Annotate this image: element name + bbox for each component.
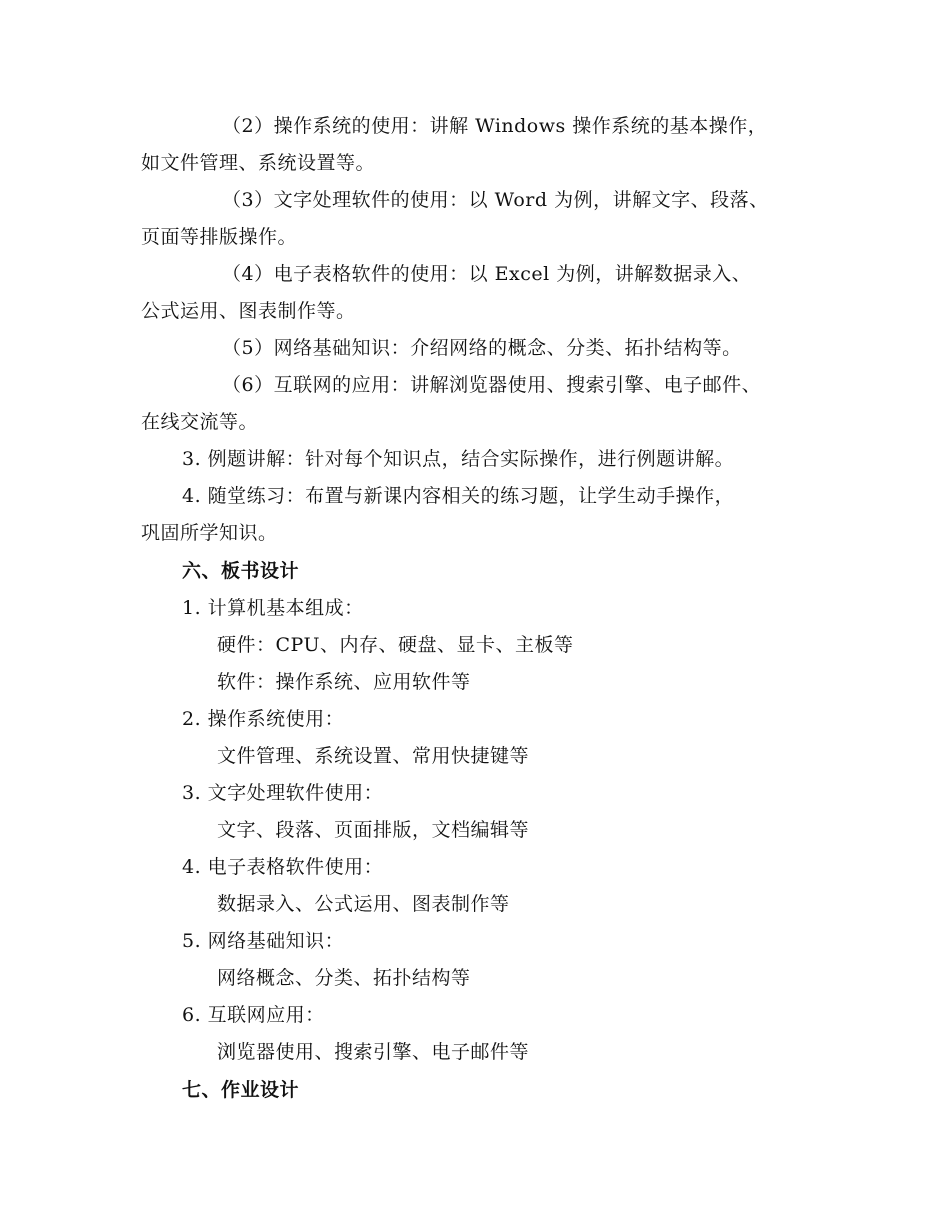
outline-subitem: 文字、段落、页面排版，文档编辑等 [217,819,530,841]
paragraph-line: 如文件管理、系统设置等。 [141,152,376,174]
outline-subitem: 软件：操作系统、应用软件等 [217,671,471,693]
outline-subitem: 数据录入、公式运用、图表制作等 [217,893,510,915]
paragraph-line: 在线交流等。 [141,411,259,433]
section-heading-homework-design: 七、作业设计 [182,1079,300,1101]
outline-item: 4. 电子表格软件使用： [182,856,384,878]
paragraph-line: （6）互联网的应用：讲解浏览器使用、搜索引擎、电子邮件、 [222,374,762,396]
outline-item: 1. 计算机基本组成： [182,597,364,619]
paragraph-line: （2）操作系统的使用：讲解 Windows 操作系统的基本操作， [222,115,768,137]
outline-item: 5. 网络基础知识： [182,930,345,952]
paragraph-line: 公式运用、图表制作等。 [141,300,356,322]
paragraph-line: （3）文字处理软件的使用：以 Word 为例，讲解文字、段落、 [222,189,769,211]
paragraph-line: （5）网络基础知识：介绍网络的概念、分类、拓扑结构等。 [222,337,742,359]
outline-item: 6. 互联网应用： [182,1004,325,1026]
outline-item: 3. 文字处理软件使用： [182,782,384,804]
outline-subitem: 文件管理、系统设置、常用快捷键等 [217,745,530,767]
outline-subitem: 网络概念、分类、拓扑结构等 [217,967,471,989]
outline-subitem: 浏览器使用、搜索引擎、电子邮件等 [217,1041,530,1063]
paragraph-line: 3. 例题讲解：针对每个知识点，结合实际操作，进行例题讲解。 [182,448,735,470]
paragraph-line: 页面等排版操作。 [141,226,298,248]
paragraph-line: 巩固所学知识。 [141,522,278,544]
section-heading-board-design: 六、板书设计 [182,560,300,582]
paragraph-line: （4）电子表格软件的使用：以 Excel 为例，讲解数据录入、 [222,263,752,285]
paragraph-line: 4. 随堂练习：布置与新课内容相关的练习题，让学生动手操作， [182,485,735,507]
outline-subitem: 硬件：CPU、内存、硬盘、显卡、主板等 [217,634,574,656]
outline-item: 2. 操作系统使用： [182,708,345,730]
